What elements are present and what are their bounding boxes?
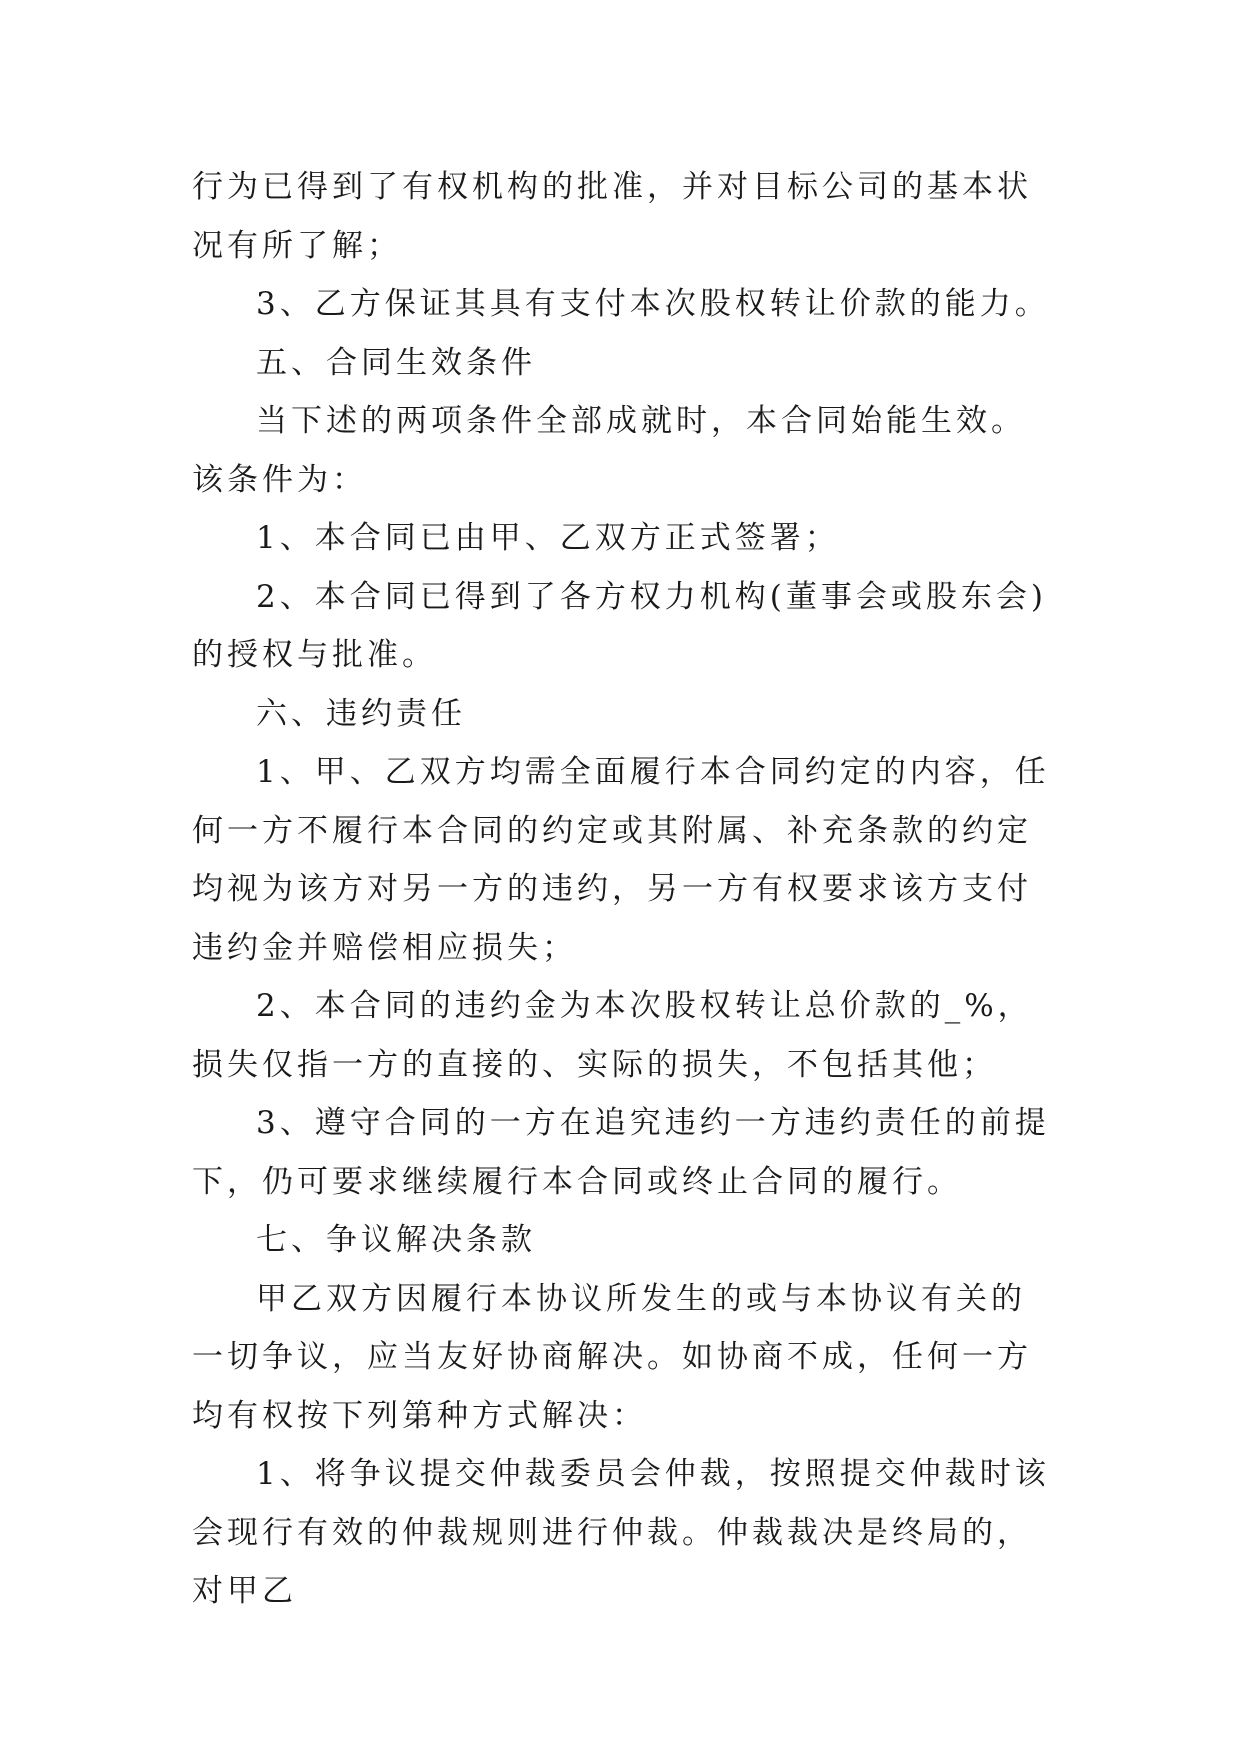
paragraph-7: 2、本合同的违约金为本次股权转让总价款的_%，损失仅指一方的直接的、实际的损失，不包括其他；: [192, 988, 1033, 1083]
document-body: [192, 158, 1052, 1621]
paragraph-4: 1、本合同已由甲、乙双方正式签署；: [256, 520, 840, 556]
paragraph-5: 2、本合同已得到了各方权力机构(董事会或股东会)的授权与批准。: [192, 578, 1047, 673]
paragraph-10: 1、将争议提交仲裁委员会仲裁，按照提交仲裁时该会现行有效的仲裁规则进行仲裁。仲裁裁决是终局的，对甲乙: [192, 1456, 1050, 1609]
section-heading-6: 六、违约责任: [256, 695, 466, 732]
paragraph-6: 1、甲、乙双方均需全面履行本合同约定的内容，任何一方不履行本合同的约定或其附属、补充条款的约定均视为该方对另一方的违约，另一方有权要求该方支付违约金并赔偿相应损失；: [192, 754, 1050, 966]
paragraph-3: 当下述的两项条件全部成就时，本合同始能生效。该条件为：: [192, 403, 1026, 498]
paragraph-9: 甲乙双方因履行本协议所发生的或与本协议有关的一切争议，应当友好协商解决。如协商不成，任何一方均有权按下列第种方式解决：: [192, 1280, 1032, 1434]
section-heading-7: 七、争议解决条款: [256, 1222, 536, 1258]
section-heading-5: 五、合同生效条件: [256, 344, 536, 381]
paragraph-8: 3、遵守合同的一方在追究违约一方违约责任的前提下，仍可要求继续履行本合同或终止合同的履行。: [192, 1105, 1050, 1200]
paragraph-1: 行为已得到了有权机构的批准，并对目标公司的基本状况有所了解；: [192, 169, 1032, 264]
paragraph-2: 3、乙方保证其具有支付本次股权转让价款的能力。: [256, 286, 1050, 322]
